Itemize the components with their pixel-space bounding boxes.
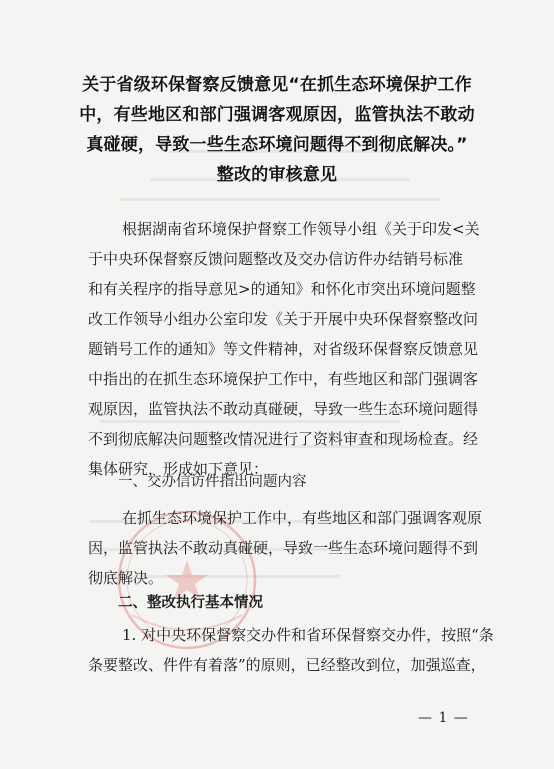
paragraph-rectification (88, 620, 494, 680)
paragraph-line: 1. 对中央环保督察交办件和省环保督察交办件，按照“条 (122, 626, 494, 644)
page-number: — 1 — (418, 710, 469, 726)
paragraph-line: 于中央环保督察反馈问题整改及交办信访件办结销号标准 (88, 250, 464, 268)
paragraph-line: 条要整改、件件有着落”的原则，已经整改到位，加强巡查， (88, 656, 486, 674)
title-line-3: 真碰硬，导致一些生态环境问题得不到彻底解决。” (86, 135, 468, 155)
paragraph-issue (88, 503, 488, 593)
paragraph-line: 观原因，监管执法不敢动真碰硬，导致一些生态环境问题得 (88, 400, 479, 418)
section-heading-1: 一、交办信访件指出问题内容 (118, 474, 307, 490)
paragraph-line: 根据湖南省环境保护督察工作领导小组《关于印发<关 (122, 220, 480, 238)
paragraph-line: 中指出的在抓生态环境保护工作中，有些地区和部门强调客 (88, 370, 479, 388)
paragraph-line: 彻底解决。 (88, 569, 164, 587)
section-heading-2: 二、整改执行基本情况 (118, 595, 263, 611)
paragraph-line: 改工作领导小组办公室印发《关于开展中央环保督察整改问 (88, 310, 479, 328)
paragraph-line: 在抓生态环境保护工作中，有些地区和部门强调客观原 (122, 509, 483, 527)
paragraph-line: 不到彻底解决问题整改情况进行了资料审查和现场检查。经 (88, 430, 479, 448)
document-title (40, 70, 514, 190)
title-line-2: 中，有些地区和部门强调客观原因，监管执法不敢动 (79, 105, 475, 125)
title-line-1: 关于省级环保督察反馈意见“在抓生态环境保护工作 (82, 75, 472, 95)
paragraph-intro (88, 214, 488, 484)
paragraph-line: 和有关程序的指导意见>的通知》和怀化市突出环境问题整 (88, 280, 476, 298)
paragraph-line: 集体研究，形成如下意见： (88, 460, 269, 478)
paragraph-line: 因，监管执法不敢动真碰硬，导致一些生态环境问题得不到 (88, 539, 479, 557)
paragraph-line: 题销号工作的通知》等文件精神，对省级环保督察反馈意见 (88, 340, 479, 358)
title-line-4: 整改的审核意见 (216, 165, 338, 185)
